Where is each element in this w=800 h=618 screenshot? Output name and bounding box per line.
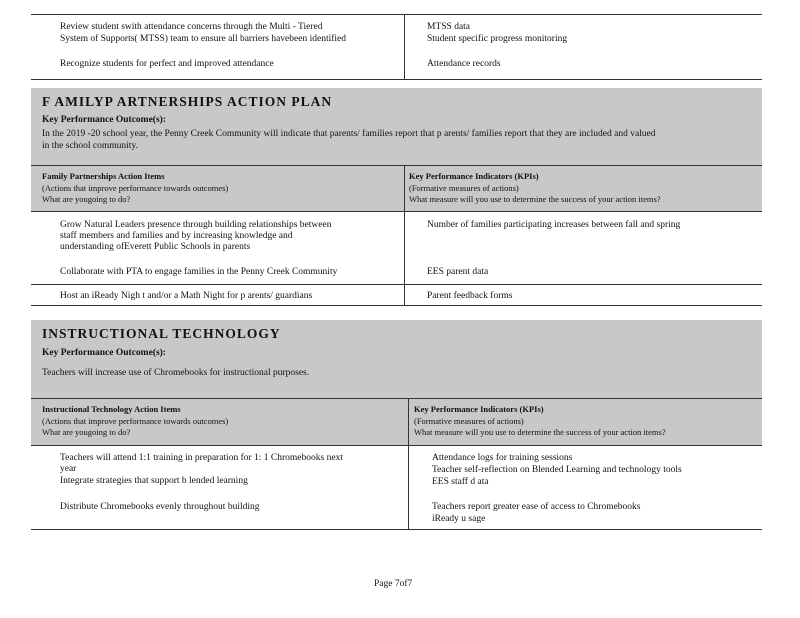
top-border (31, 14, 762, 15)
row-divider (31, 284, 762, 285)
column-header-title: Key Performance Indicators (KPIs) (409, 171, 539, 181)
column-header-line: What measure will you use to determine the success of your action items? (409, 194, 661, 204)
action-item-line: System of Supports( MTSS) team to ensure all barriers havebeen identified (60, 34, 346, 44)
section-bottom-border (31, 529, 762, 530)
row-divider (31, 445, 762, 446)
action-item-line: Collaborate with PTA to engage families in the Penny Creek Community (60, 267, 338, 277)
action-item-line: Distribute Chromebooks evenly throughout building (60, 502, 260, 512)
column-header-line: What are yougoing to do? (42, 427, 131, 437)
outcome-line: in the school community. (42, 141, 138, 151)
action-item-line: year (60, 464, 77, 474)
column-header-line: (Formative measures of actions) (414, 416, 524, 426)
kpi-item: MTSS data (427, 22, 471, 32)
column-header-line: (Actions that improve performance towards outcomes) (42, 416, 229, 426)
action-item-line: Host an iReady Nigh t and/or a Math Night for p arents/ guardians (60, 291, 313, 301)
section-title: F AMILYP ARTNERSHIPS ACTION PLAN (42, 94, 333, 109)
kpi-item: EES staff d ata (432, 477, 489, 487)
kpi-item: Parent feedback forms (427, 291, 513, 301)
column-divider (408, 398, 409, 529)
page-number: Page 7of7 (374, 579, 413, 589)
column-header-title: Family Partnerships Action Items (42, 171, 165, 181)
outcome-line: In the 2019 -20 school year, the Penny Creek Community will indicate that parents/ families report that p arents/ families report that they are included and valued (42, 129, 656, 139)
section-divider (31, 79, 762, 80)
section-divider (31, 305, 762, 306)
section-title: INSTRUCTIONAL TECHNOLOGY (42, 326, 281, 341)
kpi-item: Teacher self-reflection on Blended Learning and technology tools (432, 465, 682, 475)
kpi-item: iReady u sage (432, 514, 486, 524)
column-header-line: (Formative measures of actions) (409, 183, 519, 193)
action-item-line: staff members and families and by increasing knowledge and (60, 231, 293, 241)
column-header-line: What measure will you use to determine the success of your action items? (414, 427, 666, 437)
action-item-line: Teachers will attend 1:1 training in preparation for 1: 1 Chromebooks next (60, 453, 343, 463)
action-item-line: Integrate strategies that support b lended learning (60, 476, 248, 486)
kpo-label: Key Performance Outcome(s): (42, 348, 166, 358)
action-item-line: Recognize students for perfect and improved attendance (60, 59, 274, 69)
column-divider (404, 14, 405, 80)
kpi-item: Attendance logs for training sessions (432, 453, 573, 463)
column-header-line: (Actions that improve performance towards outcomes) (42, 183, 229, 193)
action-item-line: Review student swith attendance concerns through the Multi - Tiered (60, 22, 323, 32)
kpi-item: Number of families participating increases between fall and spring (427, 220, 681, 230)
column-header-title: Instructional Technology Action Items (42, 404, 181, 414)
kpi-item: Student specific progress monitoring (427, 34, 568, 44)
column-header-line: What are yougoing to do? (42, 194, 131, 204)
column-header-title: Key Performance Indicators (KPIs) (414, 404, 544, 414)
kpi-item: Teachers report greater ease of access to Chromebooks (432, 502, 641, 512)
row-divider (31, 211, 762, 212)
outcome-line: Teachers will increase use of Chromebooks for instructional purposes. (42, 368, 310, 378)
action-item-line: Grow Natural Leaders presence through building relationships between (60, 220, 332, 230)
kpi-item: EES parent data (427, 267, 489, 277)
kpo-label: Key Performance Outcome(s): (42, 115, 166, 125)
action-item-line: understanding ofEverett Public Schools in parents (60, 242, 251, 252)
kpi-item: Attendance records (427, 59, 501, 69)
